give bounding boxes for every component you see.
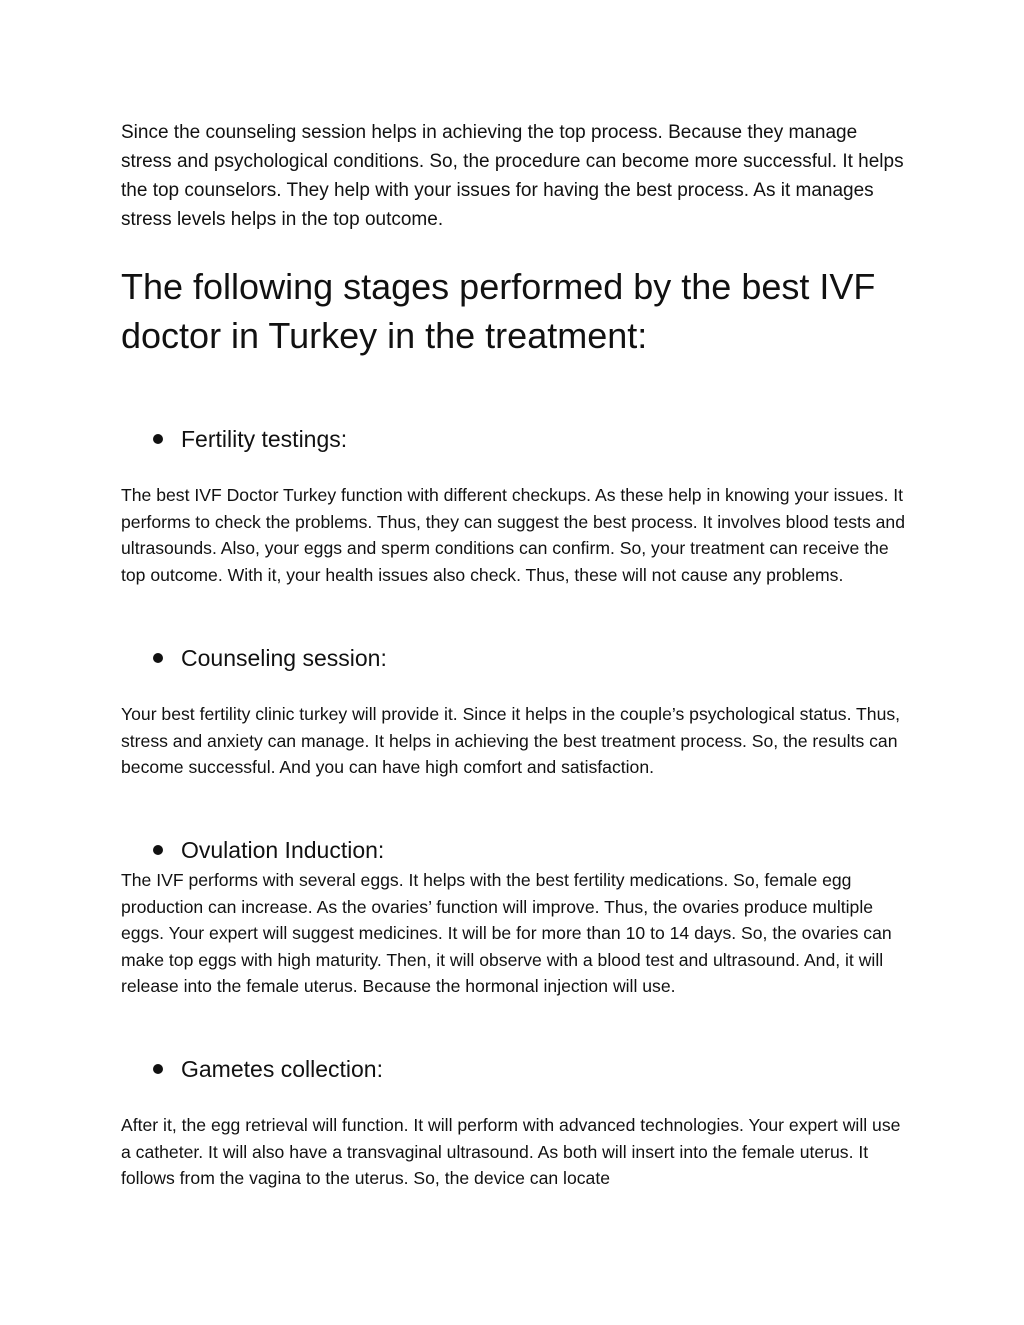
section-heading: The following stages performed by the best IVF doctor in Turkey in the treatment: xyxy=(121,266,876,356)
bullet-label: Ovulation Induction: xyxy=(181,837,385,863)
bullet-label: Gametes collection: xyxy=(181,1056,383,1082)
bullet-label: Counseling session: xyxy=(181,645,387,671)
bullet-dot-icon xyxy=(153,653,163,663)
bullet-item-counseling-session xyxy=(153,643,387,673)
paragraph-ovulation-induction: The IVF performs with several eggs. It helps with the best fertility medications. So, female egg production can increase. As the ovaries’ function will improve. Thus, the ovaries produce multiple eggs. Your expert will suggest medicines. It will be for more than 10 to 14 days. So, the ovaries can make top eggs with high maturity. Then, it will observe with a blood test and ultrasound. And, it will release into the female uterus. Because the hormonal injection will use. xyxy=(121,870,892,996)
bullet-item-ovulation-induction xyxy=(153,835,384,865)
paragraph-counseling-session: Your best fertility clinic turkey will provide it. Since it helps in the couple’s psychological status. Thus, stress and anxiety can manage. It helps in achieving the best treatment process. So, the results can become successful. And you can have high comfort and satisfaction. xyxy=(121,704,901,777)
bullet-dot-icon xyxy=(153,845,163,855)
bullet-label: Fertility testings: xyxy=(181,426,348,452)
paragraph-gametes-collection: After it, the egg retrieval will function. It will perform with advanced technologies. Your expert will use a catheter. It will also have a transvaginal ultrasound. As both will insert into the female uterus. It follows from the vagina to the uterus. So, the device can locate xyxy=(121,1115,901,1188)
paragraph-fertility-testings: The best IVF Doctor Turkey function with different checkups. As these help in knowing your issues. It performs to check the problems. Thus, they can suggest the best process. It involves blood tests and ultrasounds. Also, your eggs and sperm conditions can confirm. So, your treatment can receive the top outcome. With it, your health issues also check. Thus, these will not cause any problems. xyxy=(121,485,905,585)
intro-paragraph: Since the counseling session helps in achieving the top process. Because they manage stress and psychological conditions. So, the procedure can become more successful. It helps the top counselors. They help with your issues for having the best process. As it manages stress levels helps in the top outcome. xyxy=(121,122,904,230)
bullet-item-fertility-testings xyxy=(153,424,347,454)
bullet-dot-icon xyxy=(153,1064,163,1074)
bullet-item-gametes-collection xyxy=(153,1054,383,1084)
bullet-dot-icon xyxy=(153,434,163,444)
